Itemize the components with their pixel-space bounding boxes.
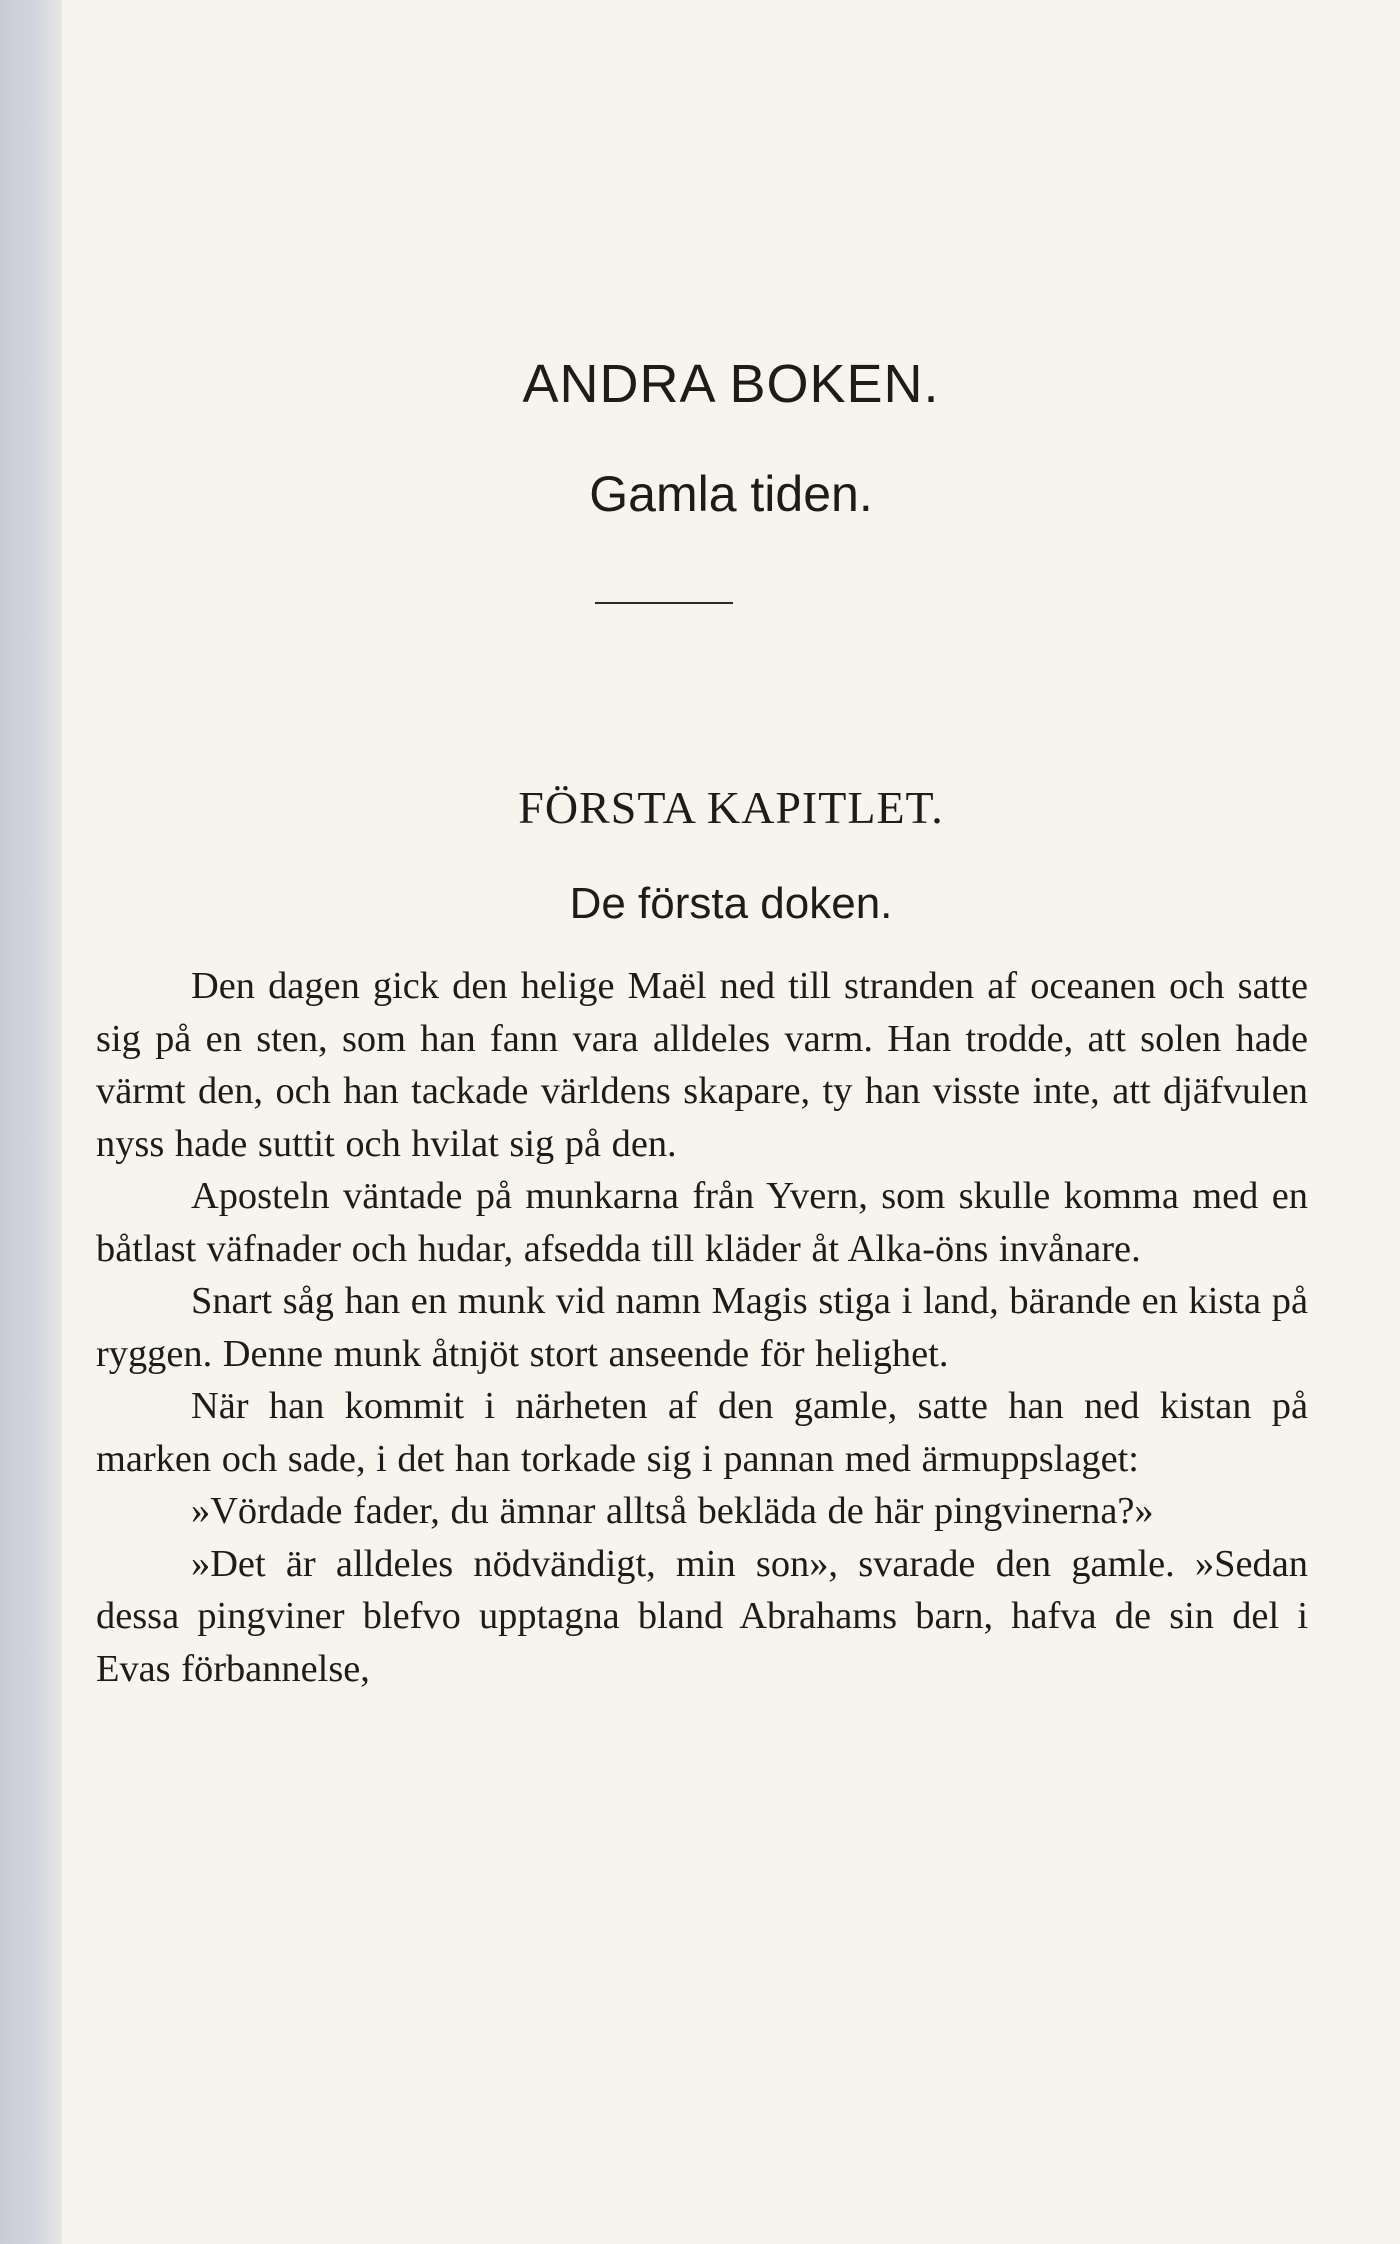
- part-subtitle: Gamla tiden.: [589, 466, 873, 522]
- body-text: [96, 960, 1308, 1695]
- section-divider: [595, 602, 733, 604]
- chapter-title: FÖRSTA KAPITLET.: [518, 782, 944, 833]
- chapter-subtitle: De första doken.: [569, 879, 893, 928]
- paragraph: Den dagen gick den helige Maël ned till stranden af oceanen och satte sig på en sten, som han fann vara alldeles varm. Han trodde, att solen hade värmt den, och han tackade världens skapare, ty han visste inte, att djäfvulen nyss hade suttit och hvilat sig på den.: [96, 965, 1308, 1165]
- book-page: [62, 0, 1400, 2244]
- part-title: ANDRA BOKEN.: [522, 354, 940, 414]
- scan-binding-edge: [0, 0, 62, 2244]
- paragraph: »Det är alldeles nödvändigt, min son», svarade den gamle. »Sedan dessa pingviner blefvo upptagna bland Abrahams barn, hafva de sin del i Evas förbannelse,: [96, 1542, 1308, 1690]
- paragraph: När han kommit i närheten af den gamle, satte han ned kistan på marken och sade, i det han torkade sig i pannan med ärmuppslaget:: [96, 1385, 1308, 1480]
- paragraph: Snart såg han en munk vid namn Magis stiga i land, bärande en kista på ryggen. Denne munk åtnjöt stort anseende för helighet.: [96, 1280, 1308, 1375]
- paragraph: »Vördade fader, du ämnar alltså bekläda de här pingvinerna?»: [191, 1490, 1154, 1532]
- paragraph: Aposteln väntade på munkarna från Yvern, som skulle komma med en båtlast väfnader och hudar, afsedda till kläder åt Alka-öns invånare.: [96, 1175, 1308, 1270]
